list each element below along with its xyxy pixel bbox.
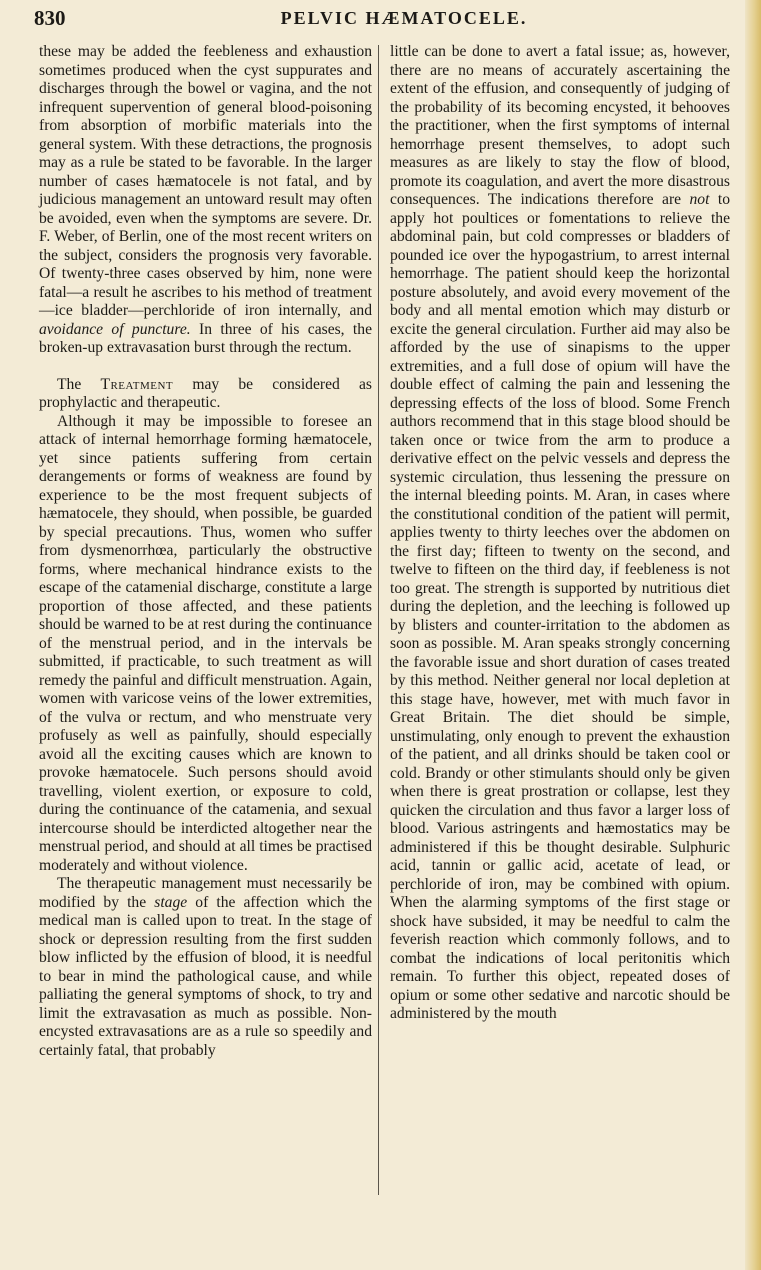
paragraph-text: of the affection which the medical man is called upon to treat. In the stage of shock or depression resulting from the first sudden blow inflicted by the effusion of blood, it is needful to bear in mind the pathological cause, and while palliating the general symptoms of shock, to try and limit the extravasation as much as possible. Non-encysted extravasations are as a rule so speedily and certainly fatal, that probably xyxy=(39,893,372,1059)
paragraph-text: these may be added the feebleness and exhaustion sometimes produced when the cyst suppurates and discharges through the bowel or vagina, and the not infrequent supervention of general blood-poisoning from absorption of morbific materials into the general system. With these detractions, the prognosis may as a rule be stated to be favorable. In the larger number of cases hæmatocele is not fatal, and by judicious management an untoward result may often be avoided, even when the symptoms are severe. Dr. F. Weber, of Berlin, one of the most recent writers on the subject, considers the prognosis very favorable. Of twenty-three cases observed by him, none were fatal—a result he ascribes to his method of treatment—ice bladder—perchloride of iron internally, and xyxy=(39,43,372,319)
left-column xyxy=(39,43,372,1060)
paragraph-prophylaxis: Although it may be impossible to foresee an attack of internal hemorrhage forming hæmatocele, yet since patients suffering from certain derangements or forms of weakness are found by experience to be the most frequent subjects of hæmatocele, they should, when possible, be guarded by special precautions. Thus, women who suffer from dysmenorrhœa, particularly the obstructive forms, where mechanical hindrance exists to the escape of the catamenial discharge, constitute a large proportion of those affected, and these patients should be warned to be at rest during the continuance of the menstrual period, and in the intervals be submitted, if practicable, to such treatment as will remedy the painful and difficult menstruation. Again, women with varicose veins of the lower extremities, of the vulva or rectum, and who menstruate very profusely as well as painfully, should especially avoid all the exciting causes which are known to provoke hæmatocele. Such persons should avoid travelling, violent exertion, or exposure to cold, during the continuance of the catamenia, and sexual intercourse should be interdicted altogether near the menstrual period, and should at all times be practised moderately and without violence. xyxy=(39,412,372,874)
italic-word: stage xyxy=(154,893,188,911)
page-header xyxy=(34,6,734,30)
paragraph-text: to apply hot poultices or fomentations to relieve the abdominal pain, but cold compresses or bladders of pounded ice over the hypogastrium, to arrest internal hemorrhage. The patient should keep the horizontal posture absolutely, and avoid every movement of the body and all mental emotion which may disturb or excite the general circulation. Further aid may also be afforded by the use of sinapisms to the upper extremities, and a full dose of opium will have the double effect of calming the pain and lessening the depressing effects of the loss of blood. Some French authors recommend that in this stage blood should be taken once or twice from the arm to produce a derivative effect on the pelvic vessels and depress the systemic circulation, thus lessening the pressure on the internal bleeding points. M. Aran, in cases where the constitutional condition of the patient will permit, applies twenty to thirty leeches over the abdomen on the first day; fifteen to twenty on the second, and twelve to fifteen on the third day, if feebleness is not too great. The strength is supported by nutritious diet during the depletion, and the leeching is followed up by blisters and counter-irritation to the abdomen as soon as possible. M. Aran speaks strongly concerning the favorable issue and short duration of cases treated by this method. Neither general nor local depletion at this stage have, however, met with much favor in Great Britain. The diet should be simple, unstimulating, only enough to prevent the exhaustion of the patient, and all drinks should be taken cool or cold. Brandy or other stimulants should only be given when there is great prostration or collapse, lest they quicken the circulation and thus favor a larger loss of blood. Various astringents and hæmostatics may be administered if this be thought desirable. Sulphuric acid, tannin or gallic acid, acetate of lead, or perchloride of iron, may be combined with opium. When the alarming symptoms of the first stage or shock have subsided, it may be needful to calm the feverish reaction which commonly follows, and to combat the indications of local peritonitis which remain. To further this object, repeated doses of opium or some other sedative and narcotic should be administered by the mouth xyxy=(390,191,731,1022)
paragraph-text: In three of his cases, the broken-up extravasation burst through the rectum. xyxy=(39,320,372,356)
running-title: PELVIC HÆMATOCELE. xyxy=(280,8,528,28)
page-number: 830 xyxy=(34,6,66,30)
right-column xyxy=(390,43,730,1024)
section-term: Treatment xyxy=(100,375,174,393)
paragraph-treatment-heading xyxy=(39,376,372,413)
paragraph-text: The xyxy=(57,375,101,393)
italic-phrase: avoidance of puncture. xyxy=(39,320,191,338)
italic-word: not xyxy=(689,191,710,208)
paragraph-text: may be considered as prophylactic and therapeutic. xyxy=(39,375,372,411)
paragraph-continuation xyxy=(390,43,730,1024)
paragraph-therapeutic xyxy=(39,875,372,1060)
paragraph-text: The therapeutic management must necessarily be modified by the xyxy=(39,875,372,911)
paragraph-text: little can be done to avert a fatal issue; as, however, there are no means of accurately ascertaining the extent of the effusion, and consequently of judging of the probability of its becoming encysted, it behooves the practitioner, when the first symptoms of internal hemorrhage present themselves, to adopt such measures as are likely to stay the flow of blood, promote its coagulation, and avert the more disastrous consequences. The indications therefore are xyxy=(390,43,730,208)
column-divider xyxy=(378,45,379,1195)
page-edge xyxy=(745,0,761,1270)
paragraph-prognosis xyxy=(39,43,372,358)
